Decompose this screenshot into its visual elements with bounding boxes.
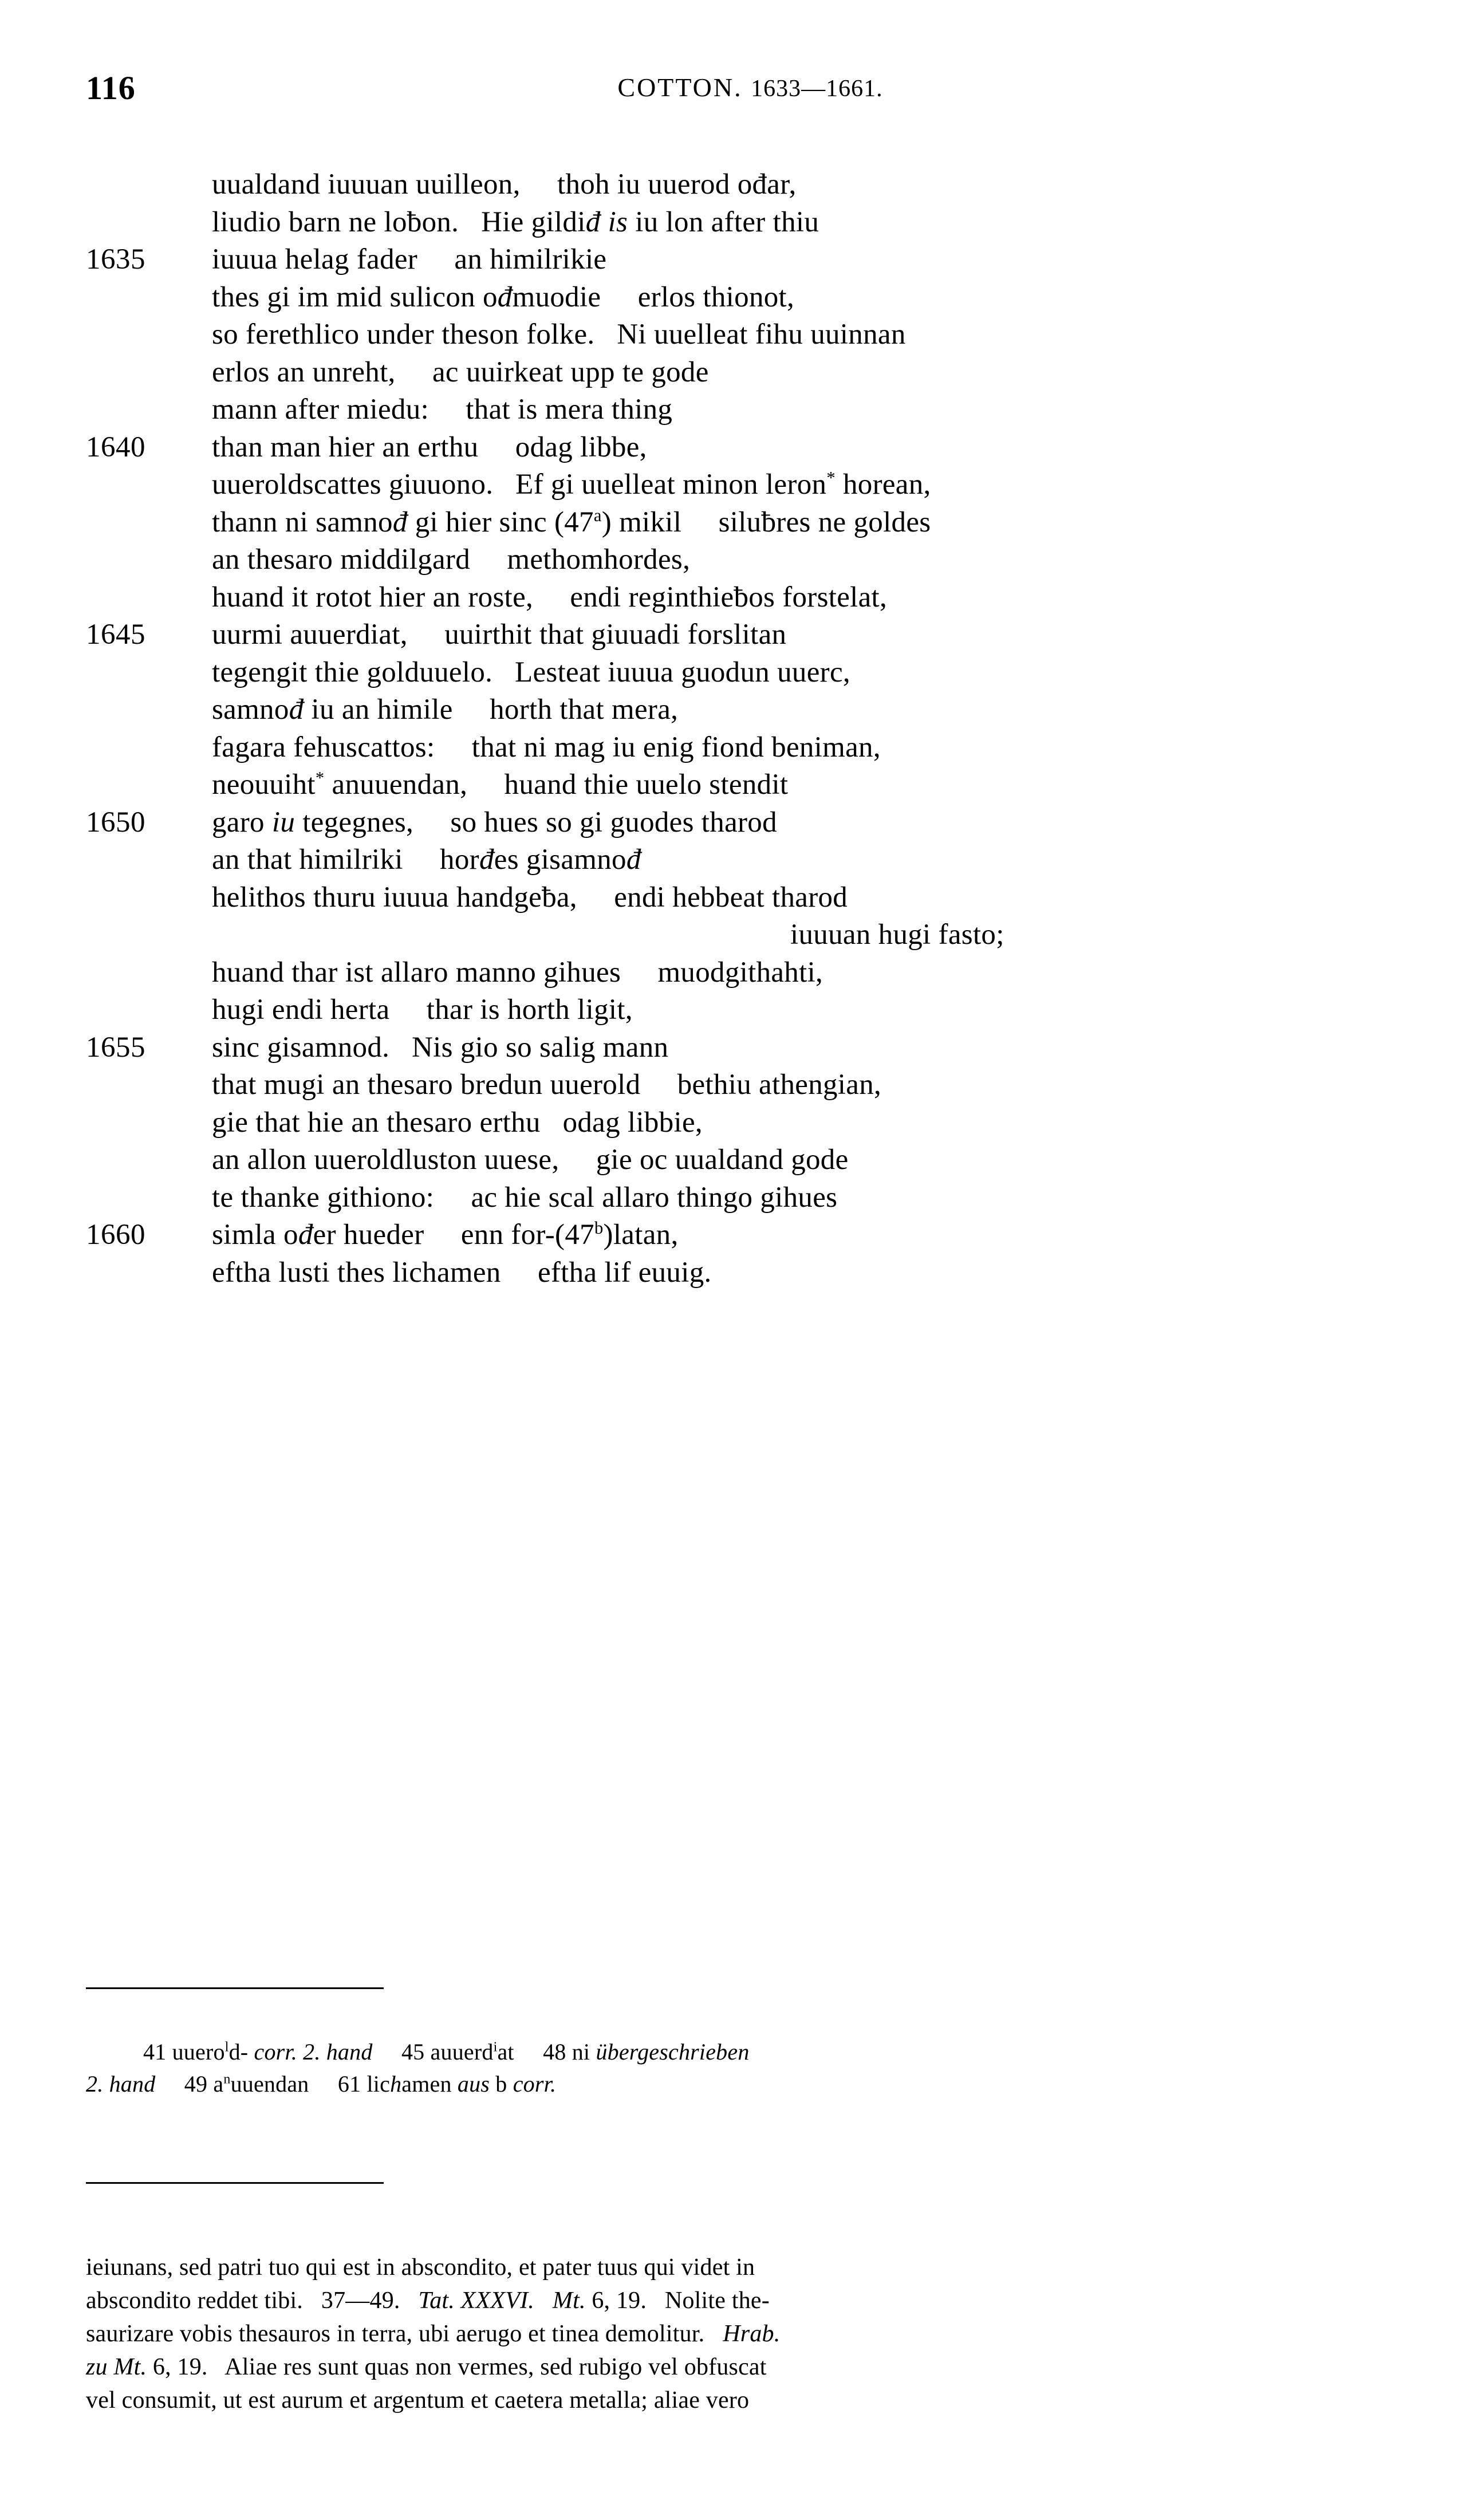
- verse-line: [0, 1066, 1466, 1104]
- critical-apparatus-text: 41 uuero$^l$d- corr. 2. hand 45 auuerd$^i$at 48 ni übergeschrieben 2. hand 49 $a^nuuendan$ 61 lichamen aus b corr.: [86, 2039, 750, 2097]
- verse-line: [0, 841, 1466, 879]
- verse-line-text: samnođ iu an himile horth that mera,: [212, 694, 679, 726]
- verse-line-text: thann ni samnođ gi hier sinc (47$^a$) mikil siluƀres ne goldes: [212, 505, 931, 538]
- verse-line: [0, 1216, 1466, 1254]
- verse-line-text: uualdand iuuuan uuilleon, thoh iu uuerod ođar,: [212, 168, 797, 200]
- verse-line-text: uueroldscattes giuuono. Ef gi uuelleat minon leron* horean,: [212, 468, 931, 501]
- verse-line: [0, 504, 1466, 542]
- running-head-line-range: 1633—1661.: [751, 76, 883, 102]
- commentary-line: abscondito reddet tibi. 37—49. Tat. XXXVI. Mt. 6, 19. Nolite the-: [86, 2287, 770, 2314]
- verse-line-text: te thanke githiono: ac hie scal allaro thingo gihues: [212, 1181, 838, 1214]
- verse-line: [0, 616, 1466, 654]
- verse-line: [0, 429, 1466, 467]
- verse-line-text: iuuuan hugi fasto;: [790, 919, 1004, 951]
- commentary-line: saurizare vobis thesauros in terra, ubi aerugo et tinea demolitur. Hrab.: [86, 2321, 781, 2347]
- verse-line: [0, 579, 1466, 617]
- verse-line: [0, 279, 1466, 317]
- verse-line-text: mann after miedu: that is mera thing: [212, 393, 673, 426]
- verse-line-text: so ferethlico under theson folke. Ni uuelleat fihu uuinnan: [212, 318, 906, 351]
- verse-line-number: 1635: [86, 243, 145, 275]
- verse-line-text: fagara fehuscattos: that ni mag iu enig fiond beniman,: [212, 731, 881, 763]
- verse-line-text: thes gi im mid sulicon ođmuodie erlos thionot,: [212, 281, 795, 313]
- verse-line-text: huand thar ist allaro manno gihues muodgithahti,: [212, 956, 823, 989]
- verse-line-text: that mugi an thesaro bredun uuerold bethiu athengian,: [212, 1069, 882, 1101]
- verse-line-text: an thesaro middilgard methomhordes,: [212, 544, 691, 576]
- verse-line-text: an that himilriki horđes gisamnođ: [212, 844, 641, 876]
- commentary-divider-rule: [86, 2182, 384, 2184]
- verse-line: [0, 204, 1466, 242]
- verse-line: [0, 166, 1466, 204]
- page-header: [0, 69, 1466, 115]
- verse-line: [0, 241, 1466, 279]
- verse-line-text: sinc gisamnod. Nis gio so salig mann: [212, 1031, 669, 1064]
- running-head-title: COTTON.: [617, 73, 743, 102]
- running-head: [0, 72, 1466, 103]
- verse-line: [0, 316, 1466, 354]
- verse-line: [0, 1179, 1466, 1217]
- verse-line-text: iuuua helag fader an himilrikie: [212, 243, 607, 275]
- verse-line-number: 1650: [86, 806, 145, 838]
- verse-line-text: erlos an unreht, ac uuirkeat upp te gode: [212, 356, 709, 388]
- verse-line: [0, 1254, 1466, 1292]
- verse-line: [0, 729, 1466, 767]
- commentary-line: ieiunans, sed patri tuo qui est in abscondito, et pater tuus qui videt in: [86, 2254, 755, 2281]
- verse-line-text: huand it rotot hier an roste, endi reginthieƀos forstelat,: [212, 581, 888, 613]
- verse-line-text: liudio barn ne loƀon. Hie gildiđ is iu lon after thiu: [212, 206, 819, 238]
- verse-line: [0, 804, 1466, 842]
- verse-line: [0, 916, 1466, 954]
- verse-line-number: 1645: [86, 619, 145, 651]
- source-commentary: [86, 2251, 1397, 2417]
- verse-line-text: uurmi auuerdiat, uuirthit that giuuadi forslitan: [212, 619, 787, 651]
- verse-line-text: hugi endi herta thar is horth ligit,: [212, 994, 633, 1026]
- verse-line-text: eftha lusti thes lichamen eftha lif euuig.: [212, 1256, 712, 1289]
- commentary-line: vel consumit, ut est aurum et argentum et caetera metalla; aliae vero: [86, 2387, 750, 2413]
- verse-line: [0, 766, 1466, 804]
- verse-block: [0, 166, 1466, 1292]
- verse-line: [0, 879, 1466, 917]
- apparatus-divider-rule: [86, 1987, 384, 1989]
- verse-line-text: an allon uueroldluston uuese, gie oc uualdand gode: [212, 1144, 849, 1176]
- verse-line-text: simla ođer hueder enn for-(47$^b$)latan,: [212, 1218, 679, 1251]
- verse-line: [0, 654, 1466, 692]
- folio-number: 116: [86, 69, 136, 107]
- commentary-line: zu Mt. 6, 19. Aliae res sunt quas non vermes, sed rubigo vel obfuscat: [86, 2354, 767, 2380]
- verse-line: [0, 1029, 1466, 1067]
- verse-line-text: garo iu tegegnes, so hues so gi guodes tharod: [212, 806, 777, 838]
- verse-line: [0, 391, 1466, 429]
- verse-line: [0, 954, 1466, 992]
- verse-line-text: neouuiht* anuuendan, huand thie uuelo stendit: [212, 768, 789, 801]
- verse-line: [0, 1141, 1466, 1179]
- verse-line: [0, 991, 1466, 1029]
- verse-line-text: helithos thuru iuuua handgeƀa, endi hebbeat tharod: [212, 881, 848, 914]
- verse-line: [0, 1104, 1466, 1142]
- verse-line: [0, 354, 1466, 392]
- verse-line: [0, 466, 1466, 504]
- verse-line-number: 1655: [86, 1031, 145, 1064]
- verse-line-number: 1660: [86, 1219, 145, 1251]
- verse-line: [0, 541, 1466, 579]
- verse-line-text: tegengit thie golduuelo. Lesteat iuuua guodun uuerc,: [212, 656, 850, 688]
- verse-line: [0, 691, 1466, 729]
- verse-line-number: 1640: [86, 431, 145, 463]
- verse-line-text: than man hier an erthu odag libbe,: [212, 431, 647, 463]
- verse-line-text: gie that hie an thesaro erthu odag libbie,: [212, 1106, 703, 1139]
